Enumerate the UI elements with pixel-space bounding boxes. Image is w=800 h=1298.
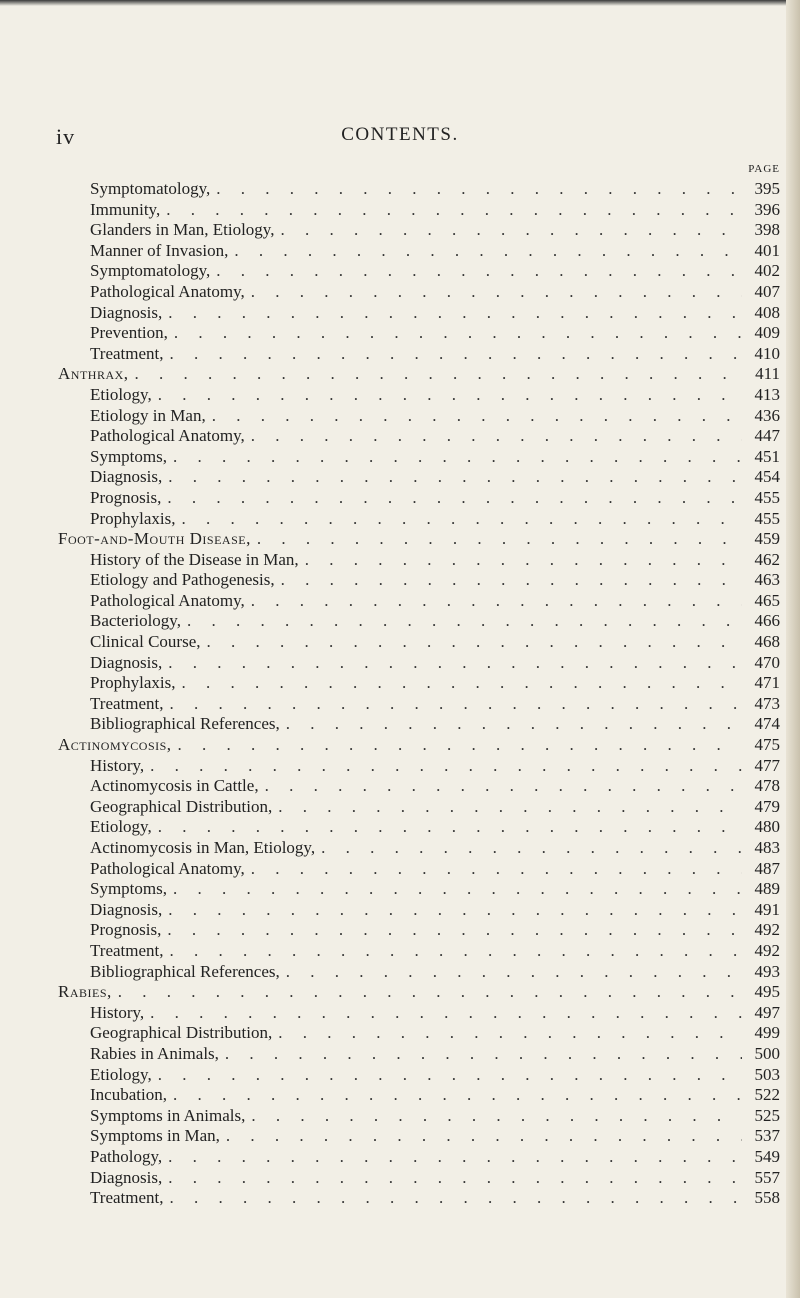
dot-leader [112, 982, 742, 1003]
running-head: CONTENTS. [341, 124, 459, 145]
toc-entry-title: Prognosis, [90, 487, 162, 507]
toc-entry-page: 396 [754, 199, 780, 219]
toc-entry-page: 499 [754, 1023, 780, 1043]
toc-entry-page: 447 [754, 426, 780, 446]
toc-entry [58, 509, 780, 530]
dot-leader [152, 817, 742, 838]
toc-entry-page: 455 [754, 508, 780, 528]
toc-entry [58, 426, 780, 447]
dot-leader [259, 776, 742, 797]
toc-entry-title: Manner of Invasion, [90, 240, 229, 260]
toc-entry [58, 344, 780, 365]
toc-section-heading [58, 364, 780, 385]
toc-entry-title: Actinomycosis in Cattle, [90, 776, 259, 796]
dot-leader [162, 1168, 742, 1189]
toc-entry-title: Diagnosis, [90, 302, 163, 322]
toc-entry-page: 462 [754, 549, 780, 569]
toc-entry-page: 478 [754, 776, 780, 796]
toc-entry [58, 1085, 780, 1106]
dot-leader [272, 797, 742, 818]
dot-leader [164, 1188, 742, 1209]
toc-entry-title: Pathology, [90, 1146, 163, 1166]
dot-leader [164, 694, 742, 715]
toc-entry [58, 467, 780, 488]
toc-entry-page: 480 [754, 817, 780, 837]
dot-leader [245, 1106, 742, 1127]
toc-entry-page: 477 [754, 755, 780, 775]
toc-entry [58, 1106, 780, 1127]
dot-leader [162, 303, 742, 324]
dot-leader [167, 1085, 742, 1106]
toc-entry [58, 200, 780, 221]
dot-leader [245, 426, 742, 447]
toc-entry-title: Prophylaxis, [90, 508, 176, 528]
toc-entry-title: Prevention, [90, 323, 168, 343]
dot-leader [162, 467, 742, 488]
toc-entry-title: Clinical Course, [90, 632, 201, 652]
toc-entry-title: Diagnosis, [90, 652, 163, 672]
toc-entry [58, 756, 780, 777]
toc-entry-page: 522 [754, 1085, 780, 1105]
toc-entry-title: Symptoms, [90, 446, 167, 466]
contents-list [58, 179, 780, 1209]
toc-entry [58, 550, 780, 571]
toc-entry-page: 408 [754, 302, 780, 322]
toc-entry-title: Etiology, [90, 1064, 152, 1084]
dot-leader [210, 179, 742, 200]
toc-entry-page: 470 [754, 652, 780, 672]
toc-entry-page: 495 [754, 982, 780, 1002]
toc-entry [58, 1147, 780, 1168]
dot-leader [144, 756, 742, 777]
toc-entry-title: Actinomycosis in Man, Etiology, [90, 838, 316, 857]
toc-entry [58, 1003, 780, 1024]
toc-entry [58, 303, 780, 324]
dot-leader [200, 632, 742, 653]
toc-entry-page: 471 [754, 673, 780, 693]
toc-entry-title: Etiology and Pathogenesis, [90, 570, 275, 590]
toc-entry-title: Immunity, [90, 199, 161, 219]
toc-entry-title: History, [90, 755, 145, 775]
dot-leader [162, 900, 742, 921]
toc-entry-page: 489 [754, 879, 780, 899]
toc-entry-page: 473 [754, 693, 780, 713]
dot-leader [175, 509, 742, 530]
toc-entry [58, 879, 780, 900]
toc-entry [58, 611, 780, 632]
dot-leader [280, 962, 742, 983]
dot-leader [172, 735, 742, 756]
toc-entry-title: Bacteriology, [90, 611, 181, 631]
dot-leader [280, 714, 742, 735]
toc-entry-title: Actinomycosis, [58, 735, 172, 755]
toc-entry-title: Symptomatology, [90, 261, 211, 281]
toc-entry [58, 261, 780, 282]
dot-leader [144, 1003, 742, 1024]
toc-entry-page: 497 [754, 1002, 780, 1022]
dot-leader [162, 1147, 742, 1168]
dot-leader [219, 1044, 742, 1065]
toc-entry-page: 395 [754, 179, 780, 198]
dot-leader [181, 611, 742, 632]
toc-entry-page: 537 [754, 1126, 780, 1146]
toc-entry-page: 475 [754, 735, 780, 755]
toc-entry [58, 570, 780, 591]
toc-entry-page: 402 [754, 261, 780, 281]
toc-entry-page: 557 [754, 1167, 780, 1187]
toc-entry [58, 179, 780, 200]
dot-leader [245, 859, 742, 880]
toc-entry [58, 282, 780, 303]
toc-entry [58, 385, 780, 406]
toc-entry [58, 1168, 780, 1189]
dot-leader [167, 879, 742, 900]
toc-entry-title: Diagnosis, [90, 467, 163, 487]
toc-entry [58, 1065, 780, 1086]
toc-entry-title: History of the Disease in Man, [90, 549, 299, 569]
toc-entry [58, 591, 780, 612]
toc-entry-title: Diagnosis, [90, 1167, 163, 1187]
dot-leader [167, 447, 742, 468]
toc-entry-page: 549 [754, 1146, 780, 1166]
toc-entry-page: 455 [754, 487, 780, 507]
toc-entry-page: 463 [754, 570, 780, 590]
toc-entry [58, 1188, 780, 1209]
toc-entry [58, 241, 780, 262]
toc-entry-title: Rabies in Animals, [90, 1043, 219, 1063]
page-column-label: PAGE [748, 163, 780, 175]
dot-leader [161, 488, 742, 509]
toc-entry [58, 673, 780, 694]
dot-leader [168, 323, 742, 344]
dot-leader [210, 261, 742, 282]
toc-entry-title: Pathological Anatomy, [90, 426, 245, 446]
toc-entry-title: Pathological Anatomy, [90, 590, 245, 610]
toc-entry-page: 466 [754, 611, 780, 631]
toc-section-heading [58, 982, 780, 1003]
toc-section-heading [58, 735, 780, 756]
dot-leader [315, 838, 742, 859]
toc-entry [58, 941, 780, 962]
toc-entry [58, 653, 780, 674]
toc-entry-page: 483 [754, 838, 780, 857]
toc-entry [58, 323, 780, 344]
toc-entry [58, 1044, 780, 1065]
toc-entry-title: Etiology, [90, 384, 152, 404]
toc-entry-page: 401 [754, 240, 780, 260]
dot-leader [245, 282, 742, 303]
toc-entry-title: Pathological Anatomy, [90, 281, 245, 301]
toc-entry-page: 492 [754, 940, 780, 960]
toc-entry-page: 459 [754, 529, 780, 549]
toc-entry-title: Prognosis, [90, 920, 162, 940]
toc-entry [58, 1023, 780, 1044]
toc-entry [58, 838, 780, 859]
toc-entry-page: 413 [754, 384, 780, 404]
toc-entry [58, 714, 780, 735]
toc-entry-title: Treatment, [90, 343, 164, 363]
toc-entry [58, 1126, 780, 1147]
toc-entry-page: 409 [754, 323, 780, 343]
dot-leader [272, 1023, 742, 1044]
toc-entry [58, 694, 780, 715]
toc-entry-page: 493 [754, 961, 780, 981]
dot-leader [206, 406, 742, 427]
toc-entry-title: Bibliographical References, [90, 714, 280, 734]
toc-entry-title: History, [90, 1002, 145, 1022]
toc-entry-page: 451 [754, 446, 780, 466]
dot-leader [299, 550, 742, 571]
toc-entry-title: Rabies, [58, 982, 112, 1002]
dot-leader [175, 673, 742, 694]
toc-entry-title: Pathological Anatomy, [90, 858, 245, 878]
dot-leader [245, 591, 742, 612]
toc-entry [58, 488, 780, 509]
toc-entry [58, 220, 780, 241]
dot-leader [164, 344, 742, 365]
dot-leader [162, 653, 742, 674]
toc-section-heading [58, 529, 780, 550]
toc-entry-page: 454 [754, 467, 780, 487]
toc-entry-title: Geographical Distribution, [90, 1023, 273, 1043]
toc-entry-title: Glanders in Man, Etiology, [90, 220, 275, 240]
dot-leader [274, 220, 742, 241]
toc-entry-page: 503 [754, 1064, 780, 1084]
toc-entry [58, 920, 780, 941]
toc-entry-page: 491 [754, 899, 780, 919]
toc-entry [58, 406, 780, 427]
toc-entry-page: 525 [754, 1105, 780, 1125]
toc-entry-title: Geographical Distribution, [90, 796, 273, 816]
toc-entry-page: 487 [754, 858, 780, 878]
toc-entry-title: Incubation, [90, 1085, 167, 1105]
toc-entry [58, 962, 780, 983]
toc-entry-title: Symptomatology, [90, 179, 211, 198]
dot-leader [161, 920, 742, 941]
toc-entry-page: 479 [754, 796, 780, 816]
toc-entry-title: Diagnosis, [90, 899, 163, 919]
toc-entry-page: 474 [754, 714, 780, 734]
dot-leader [129, 364, 742, 385]
dot-leader [160, 200, 742, 221]
toc-entry-page: 558 [754, 1188, 780, 1208]
toc-entry-title: Foot-and-Mouth Disease, [58, 529, 251, 549]
dot-leader [152, 385, 742, 406]
dot-leader [152, 1065, 742, 1086]
toc-entry-title: Symptoms in Animals, [90, 1105, 246, 1125]
toc-entry-title: Prophylaxis, [90, 673, 176, 693]
dot-leader [228, 241, 742, 262]
dot-leader [220, 1126, 742, 1147]
toc-entry-page: 500 [754, 1043, 780, 1063]
toc-entry-title: Symptoms in Man, [90, 1126, 220, 1146]
toc-entry [58, 797, 780, 818]
page-top-edge [0, 0, 800, 6]
toc-entry [58, 859, 780, 880]
toc-entry [58, 900, 780, 921]
dot-leader [164, 941, 742, 962]
toc-entry-page: 468 [754, 632, 780, 652]
toc-entry-page: 398 [754, 220, 780, 240]
page-right-edge [786, 0, 800, 1298]
page-folio: iv [56, 124, 76, 149]
toc-entry-title: Symptoms, [90, 879, 167, 899]
toc-entry-page: 407 [754, 281, 780, 301]
toc-entry [58, 776, 780, 797]
toc-entry-page: 411 [755, 364, 780, 384]
toc-entry-title: Etiology in Man, [90, 405, 206, 425]
toc-entry-title: Treatment, [90, 693, 164, 713]
toc-entry-page: 436 [754, 405, 780, 425]
toc-entry [58, 632, 780, 653]
toc-entry-title: Treatment, [90, 940, 164, 960]
toc-entry-page: 492 [754, 920, 780, 940]
toc-entry-title: Bibliographical References, [90, 961, 280, 981]
toc-entry-title: Etiology, [90, 817, 152, 837]
toc-entry-title: Treatment, [90, 1188, 164, 1208]
dot-leader [251, 529, 742, 550]
toc-entry [58, 817, 780, 838]
dot-leader [275, 570, 742, 591]
toc-entry [58, 447, 780, 468]
toc-entry-title: Anthrax, [58, 364, 129, 384]
toc-entry-page: 410 [754, 343, 780, 363]
toc-entry-page: 465 [754, 590, 780, 610]
